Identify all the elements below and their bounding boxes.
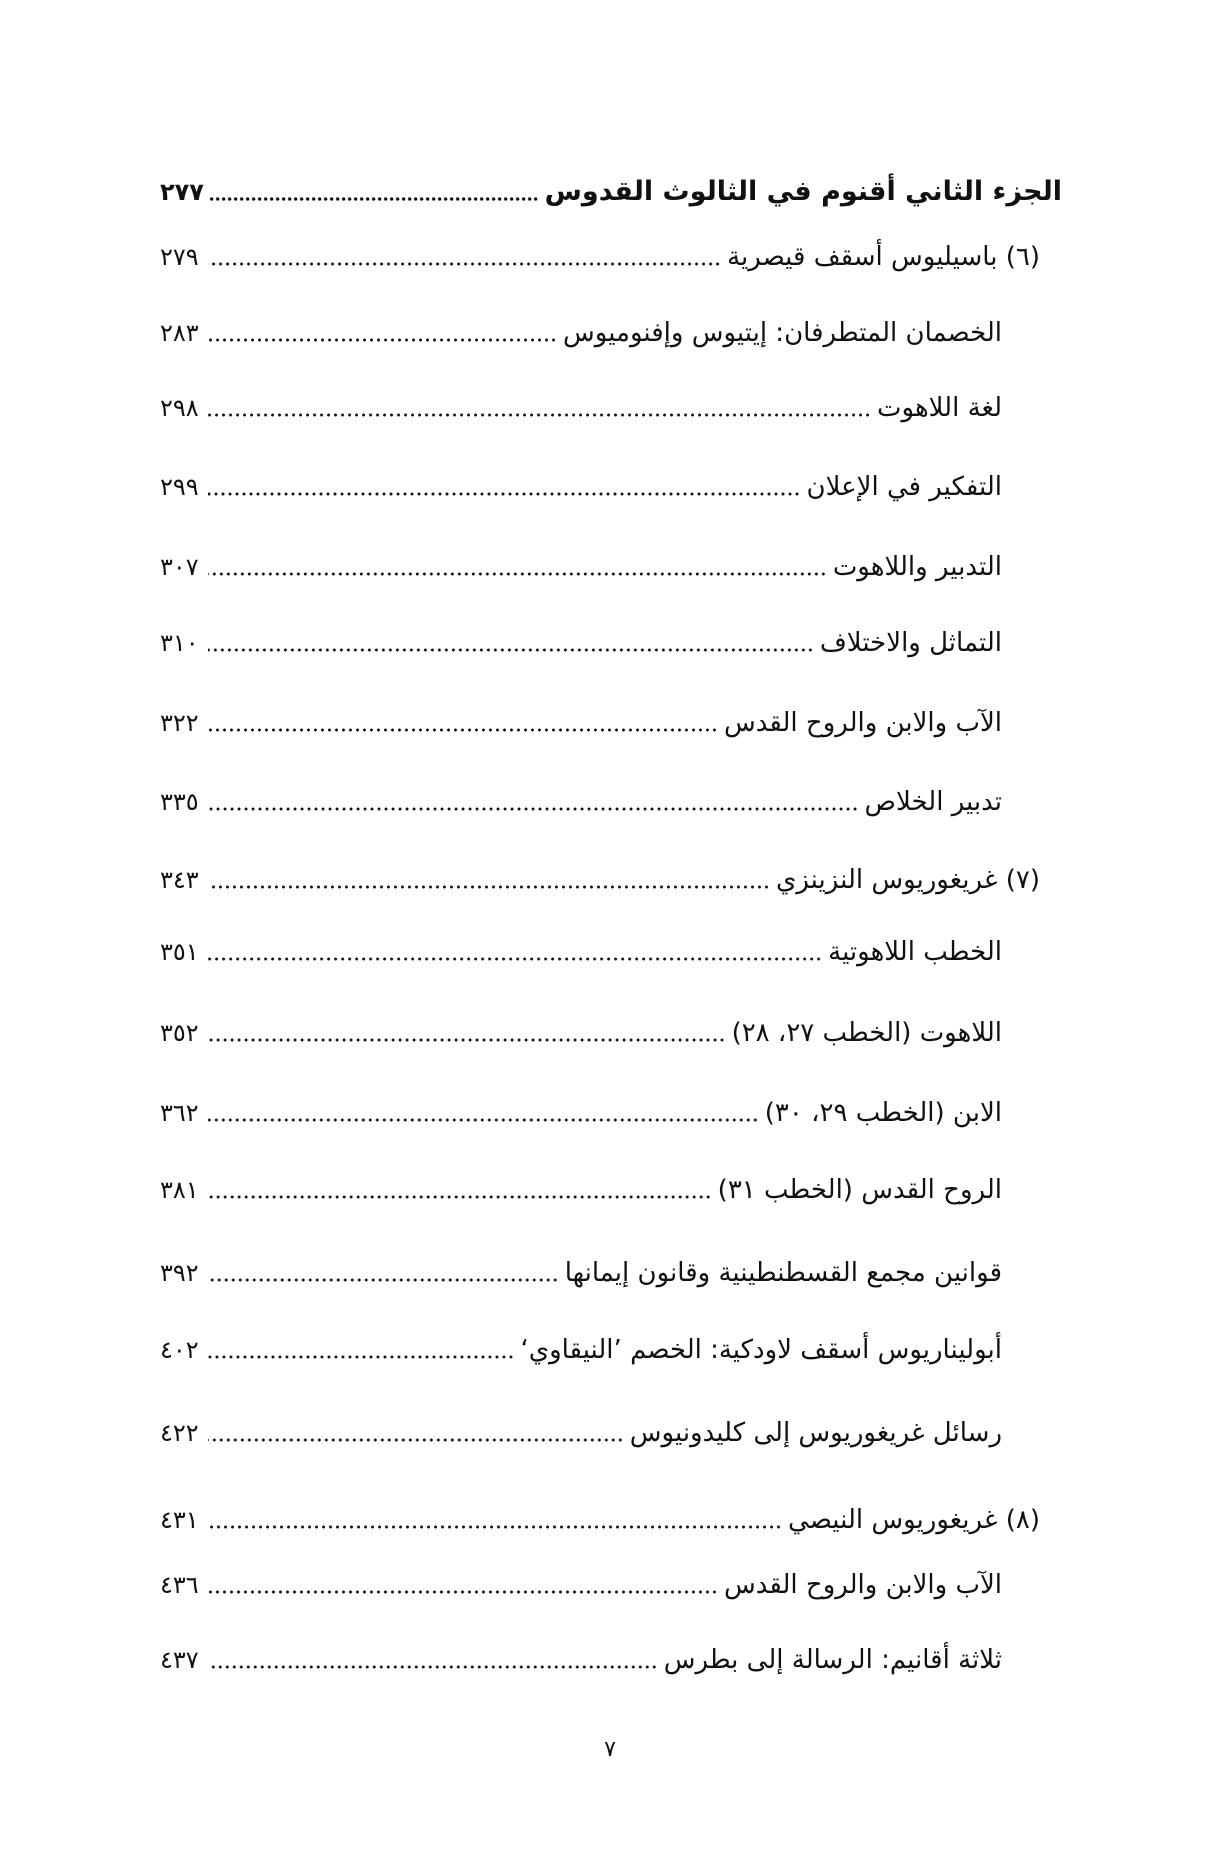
dot-leader: [208, 1278, 559, 1282]
toc-entry-section[interactable]: [160, 542, 1002, 592]
toc-entry-title: الجزء الثاني أقنوم في الثالوث القدوس: [544, 176, 1062, 207]
toc-entry-title: تدبير الخلاص: [864, 787, 1002, 817]
toc-entry-section[interactable]: [160, 1560, 1002, 1610]
dot-leader: [208, 197, 539, 201]
toc-entry-section[interactable]: [160, 1165, 1002, 1215]
toc-entry-page: ٣٦٢: [160, 1099, 199, 1127]
dot-leader: [208, 338, 557, 342]
toc-entry-section[interactable]: [160, 777, 1002, 827]
dot-leader: [208, 492, 801, 496]
toc-entry-title: التدبير واللاهوت: [832, 552, 1002, 582]
toc-entry-page: ٣٤٣: [160, 866, 199, 894]
dot-leader: [208, 1038, 726, 1042]
toc-entry-section[interactable]: [160, 1088, 1002, 1138]
toc-entry-page: ٤٣٧: [160, 1646, 199, 1674]
page-number: ٧: [604, 1737, 616, 1762]
dot-leader: [208, 1118, 759, 1122]
toc-entry-title: الآب والابن والروح القدس: [723, 1570, 1002, 1600]
toc-entry-page: ٢٩٨: [160, 394, 199, 422]
toc-entry-page: ٢٧٧: [160, 178, 204, 206]
toc-entry-section[interactable]: [160, 1325, 1002, 1375]
toc-entry-section[interactable]: [160, 1635, 1002, 1685]
dot-leader: [208, 728, 718, 732]
toc-entry-title: اللاهوت (الخطب ٢٧، ٢٨): [731, 1018, 1002, 1048]
toc-entry-title: التفكير في الإعلان: [806, 472, 1002, 502]
toc-entry-page: ٢٨٣: [160, 319, 199, 347]
toc-entry-title: أبوليناريوس أسقف لاودكية: الخصم ’النيقاوي‘: [520, 1335, 1002, 1365]
toc-entry-page: ٢٧٩: [160, 243, 199, 271]
toc-entry-title: التماثل والاختلاف: [819, 628, 1002, 658]
toc-entry-section[interactable]: [160, 927, 1002, 977]
toc-entry-title: الروح القدس (الخطب ٣١): [717, 1175, 1002, 1205]
dot-leader: [208, 957, 822, 961]
toc-entry-part[interactable]: [160, 167, 1062, 217]
toc-entry-title: ثلاثة أقانيم: الرسالة إلى بطرس: [663, 1645, 1002, 1675]
toc-entry-page: ٣١٠: [160, 629, 199, 657]
toc-entry-page: ٣٢٢: [160, 709, 199, 737]
dot-leader: [208, 1195, 712, 1199]
toc-entry-page: ٢٩٩: [160, 473, 199, 501]
toc-entry-chapter[interactable]: [160, 855, 1040, 905]
toc-entry-chapter[interactable]: [160, 1495, 1040, 1545]
toc-entry-title: لغة اللاهوت: [877, 393, 1002, 423]
toc-entry-chapter[interactable]: [160, 232, 1040, 282]
dot-leader: [208, 1525, 782, 1529]
toc-entry-title: (٧) غريغوريوس النزينزي: [775, 865, 1040, 895]
toc-entry-section[interactable]: [160, 1408, 1002, 1458]
toc-entry-page: ٣٩٢: [160, 1259, 199, 1287]
dot-leader: [208, 413, 871, 417]
toc-entry-section[interactable]: [160, 618, 1002, 668]
toc-entry-page: ٣٠٧: [160, 553, 199, 581]
toc-entry-title: قوانين مجمع القسطنطينية وقانون إيمانها: [564, 1258, 1002, 1288]
toc-entry-title: الخطب اللاهوتية: [828, 937, 1002, 967]
dot-leader: [208, 262, 721, 266]
dot-leader: [208, 572, 827, 576]
toc-entry-section[interactable]: [160, 308, 1002, 358]
toc-entry-page: ٣٣٥: [160, 788, 199, 816]
toc-entry-section[interactable]: [160, 1008, 1002, 1058]
dot-leader: [208, 1438, 624, 1442]
toc-entry-page: ٤٣٦: [160, 1571, 199, 1599]
toc-entry-page: ٤٠٢: [160, 1336, 199, 1364]
toc-entry-page: ٣٨١: [160, 1176, 199, 1204]
toc-entry-page: ٣٥١: [160, 938, 199, 966]
toc-entry-title: (٦) باسيليوس أسقف قيصرية: [727, 242, 1040, 272]
dot-leader: [208, 1590, 718, 1594]
dot-leader: [208, 885, 770, 889]
toc-entry-title: الخصمان المتطرفان: إيتيوس وإفنوميوس: [563, 318, 1002, 348]
toc-entry-title: الابن (الخطب ٢٩، ٣٠): [764, 1098, 1002, 1128]
dot-leader: [208, 648, 814, 652]
dot-leader: [208, 807, 859, 811]
toc-entry-page: ٤٣١: [160, 1506, 199, 1534]
toc-entry-section[interactable]: [160, 462, 1002, 512]
toc-entry-title: الآب والابن والروح القدس: [723, 708, 1002, 738]
toc-entry-section[interactable]: [160, 698, 1002, 748]
toc-entry-section[interactable]: [160, 1248, 1002, 1298]
toc-entry-title: (٨) غريغوريوس النيصي: [788, 1505, 1040, 1535]
toc-entry-section[interactable]: [160, 383, 1002, 433]
dot-leader: [208, 1665, 658, 1669]
dot-leader: [208, 1355, 514, 1359]
toc-entry-page: ٣٥٢: [160, 1019, 199, 1047]
toc-entry-title: رسائل غريغوريوس إلى كليدونيوس: [629, 1418, 1002, 1448]
toc-entry-page: ٤٢٢: [160, 1419, 199, 1447]
